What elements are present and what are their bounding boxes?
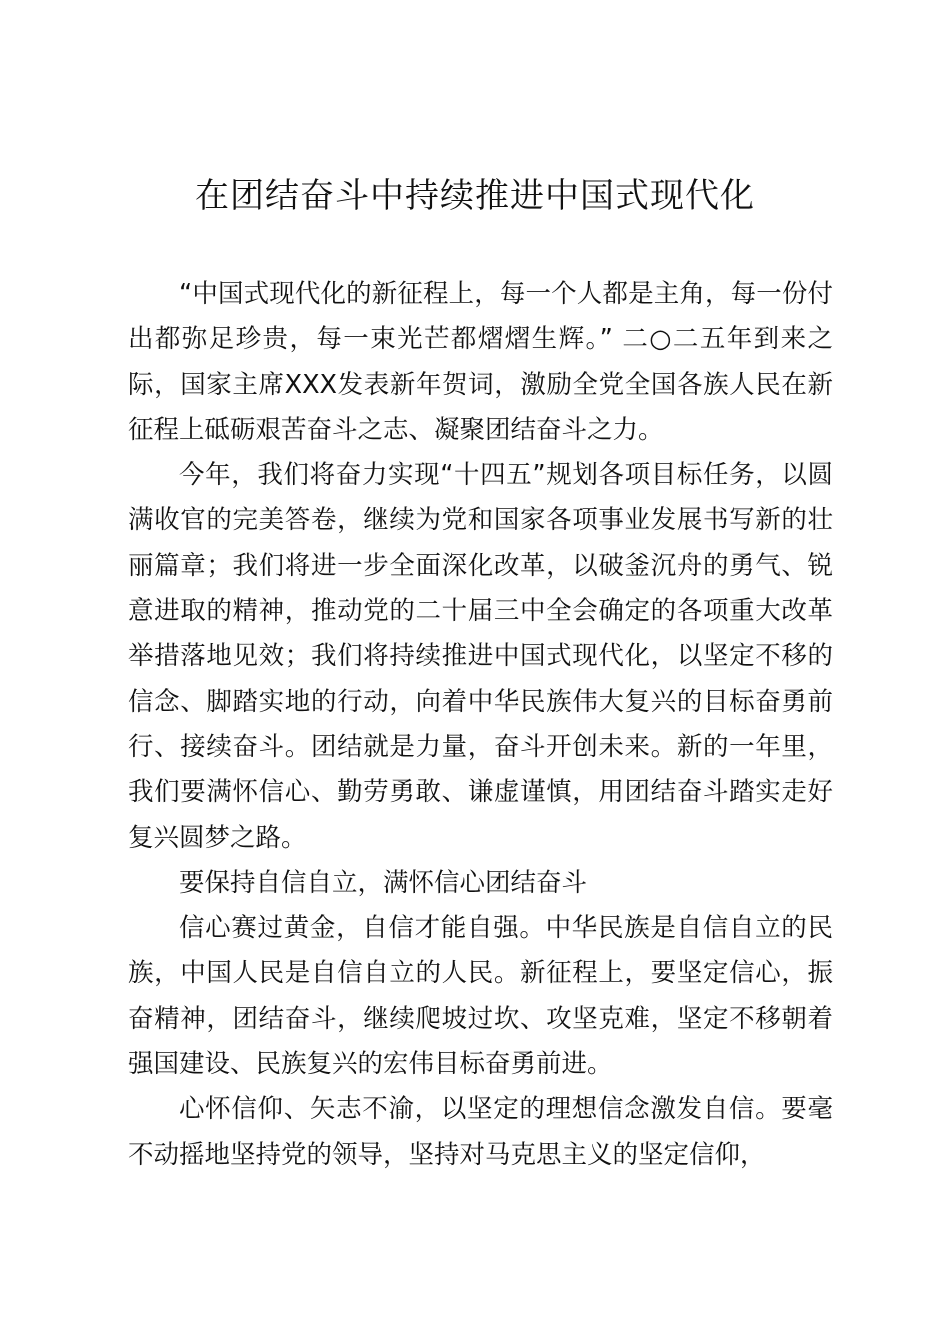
paragraph-this-year-goals: 今年，我们将奋力实现“十四五”规划各项目标任务，以圆满收官的完美答卷，继续为党和国家各项事业发展书写新的壮丽篇章；我们将进一步全面深化改革，以破釜沉舟的勇气、锐意进取的精神，推动党的二十届三中全会确定的各项重大改革举措落地见效；我们将持续推进中国式现代化，以坚定不移的信念、脚踏实地的行动，向着中华民族伟大复兴的目标奋勇前行、接续奋斗。团结就是力量，奋斗开创未来。新的一年里，我们要满怀信心、勤劳勇敢、谦虚谨慎，用团结奋斗踏实走好复兴圆梦之路。 [128,460,833,853]
document-body [128,272,833,1178]
document-title: 在团结奋斗中持续推进中国式现代化 [195,176,755,216]
section-heading-self-confidence: 要保持自信自立，满怀信心团结奋斗 [179,867,588,898]
paragraph-faith: 心怀信仰、矢志不渝，以坚定的理想信念激发自信。要毫不动摇地坚持党的领导，坚持对马克思主义的坚定信仰， [128,1094,833,1170]
paragraph-new-year-greeting: “中国式现代化的新征程上，每一个人都是主角，每一份付出都弥足珍贵，每一束光芒都熠熠生辉。” 二○二五年到来之际，国家主席XXX发表新年贺词，激励全党全国各族人民在新征程上砥砺艰苦奋斗之志、凝聚团结奋斗之力。 [128,279,833,445]
paragraph-confidence: 信心赛过黄金，自信才能自强。中华民族是自信自立的民族，中国人民是自信自立的人民。新征程上，要坚定信心，振奋精神，团结奋斗，继续爬坡过坎、攻坚克难，坚定不移朝着强国建设、民族复兴的宏伟目标奋勇前进。 [128,913,833,1080]
